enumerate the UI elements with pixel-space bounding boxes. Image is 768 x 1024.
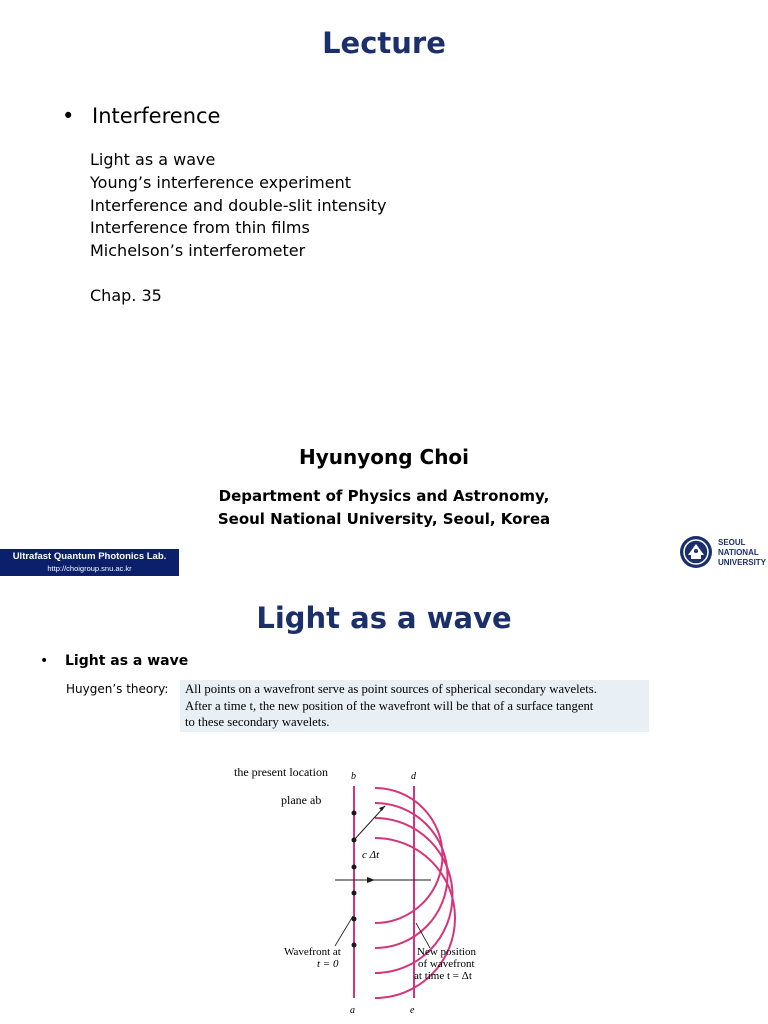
topic-item: Young’s interference experiment [90, 172, 351, 192]
logo-text-line: UNIVERSITY [718, 558, 767, 567]
university-logo-text [718, 538, 766, 568]
topic-item: Interference from thin films [90, 218, 310, 238]
leader-line [335, 916, 353, 946]
arrowhead-icon [379, 806, 385, 811]
theory-line: All points on a wavefront serve as point sources of spherical secondary wavelets. [185, 682, 597, 696]
delta-t-label: c Δt [362, 849, 380, 861]
slide-title: Light as a wave [256, 601, 512, 635]
present-location-label: the present location [234, 765, 328, 779]
new-position-label: of wavefront [418, 958, 475, 970]
affiliation-line: Department of Physics and Astronomy, [218, 487, 550, 505]
university-seal-icon [679, 535, 713, 569]
topic-item: Michelson’s interferometer [90, 241, 306, 261]
affiliation [0, 485, 768, 531]
lab-banner [0, 549, 179, 576]
theory-line: to these secondary wavelets. [185, 715, 330, 729]
topic-item: Interference and double-slit intensity [90, 195, 387, 215]
label-d: d [411, 771, 416, 782]
new-position-time-label: at time t = Δt [414, 970, 472, 982]
new-position-label: New position [417, 946, 476, 958]
lab-name: Ultrafast Quantum Photonics Lab. [12, 551, 167, 562]
lab-url[interactable]: http://choigroup.snu.ac.kr [47, 564, 132, 573]
logo-text-line: NATIONAL [718, 548, 759, 557]
wavefront-label: Wavefront at [284, 946, 341, 958]
plane-label: plane ab [281, 793, 322, 807]
slide-title: Lecture [322, 26, 446, 60]
chapter-label: Chap. 35 [90, 286, 162, 305]
theory-label: Huygen’s theory: [66, 682, 169, 696]
theory-box [180, 680, 649, 732]
logo-text-line: SEOUL [718, 538, 746, 547]
label-b: b [351, 771, 356, 782]
label-a: a [350, 1005, 355, 1016]
theory-line: After a time t, the new position of the wavefront will be that of a surface tangent [185, 698, 594, 713]
label-e: e [410, 1005, 415, 1016]
affiliation-line: Seoul National University, Seoul, Korea [217, 510, 551, 528]
topic-list [90, 149, 386, 263]
bullet-text: Interference [92, 104, 221, 128]
author-name: Hyunyong Choi [298, 445, 470, 469]
bullet-marker: • [40, 653, 49, 669]
bullet-marker: • [62, 104, 75, 128]
propagation-arrow-icon [367, 877, 375, 883]
bullet-text: Light as a wave [65, 653, 189, 669]
huygens-wavefront-diagram [225, 758, 476, 1024]
wavefront-time-label: t = 0 [317, 958, 339, 970]
topic-item: Light as a wave [90, 150, 216, 169]
wavelet-radius-arrow [354, 806, 385, 840]
leader-line [416, 923, 430, 948]
